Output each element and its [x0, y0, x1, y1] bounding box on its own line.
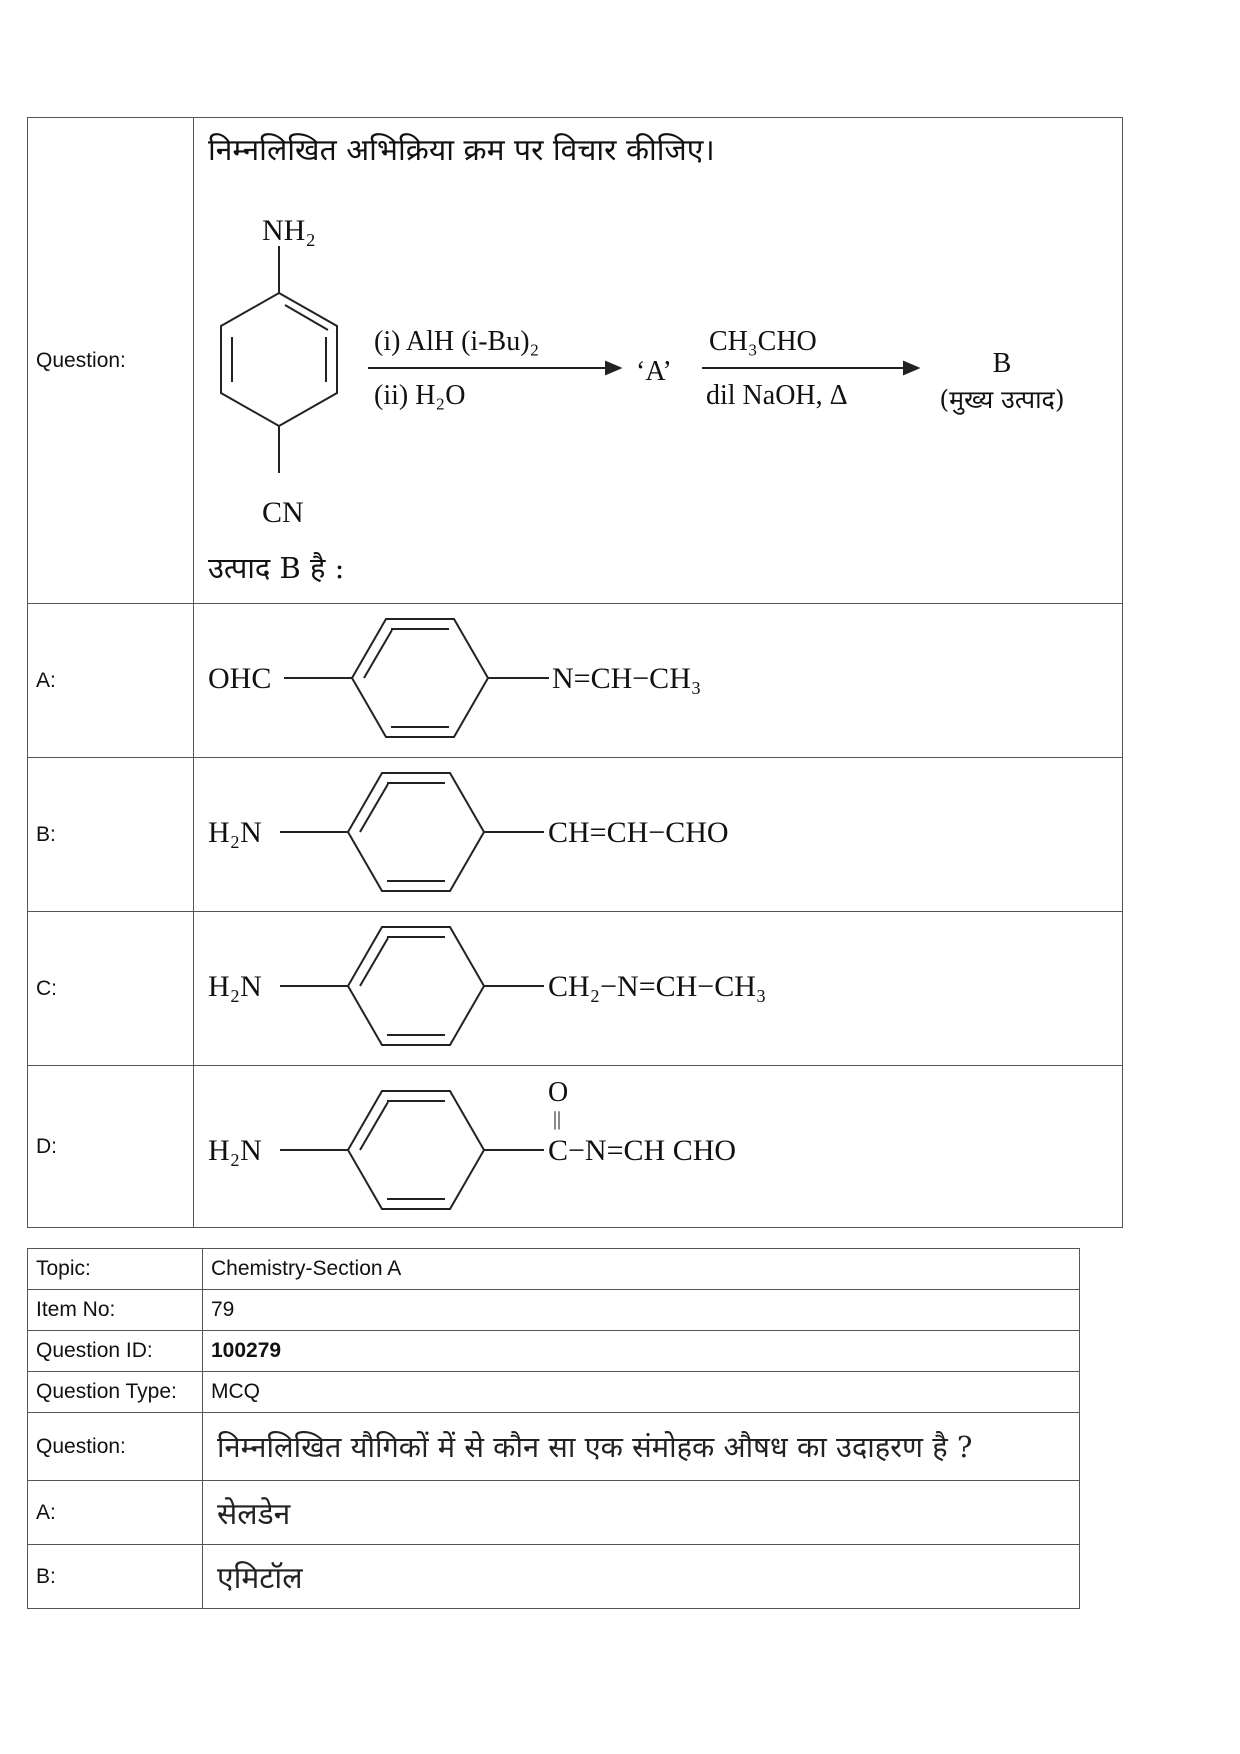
option-c-right-group: CH₂−N=CH−CH₃ — [548, 970, 767, 1003]
question-type-label: Question Type: — [28, 1372, 203, 1413]
question-2-option-a-row — [28, 1481, 1080, 1545]
option-d-right-group: C−N=CH CHO — [548, 1134, 737, 1167]
question-table-2 — [27, 1248, 1080, 1609]
question-2-text: निम्नलिखित यौगिकों में से कौन सा एक संमोहक औषध का उदाहरण है ? — [203, 1413, 1080, 1481]
reagent-step-i: (i) AlH (i-Bu)₂ — [374, 326, 540, 357]
reagent-acetaldehyde: CH₃CHO — [709, 326, 817, 357]
question-label: Question: — [28, 118, 194, 604]
item-no-label: Item No: — [28, 1290, 203, 1331]
arrow-2-head — [904, 362, 918, 374]
option-c-cell — [194, 912, 1123, 1066]
question-2-row — [28, 1413, 1080, 1481]
option-b-cell — [194, 758, 1123, 912]
product-b: B — [992, 348, 1012, 379]
intermediate-a: ‘A’ — [636, 356, 672, 387]
option-b-structure — [194, 758, 1122, 906]
option-d-structure — [194, 1066, 1122, 1222]
ring-inner-bond — [364, 630, 392, 678]
option-c-left-group: H₂N — [208, 970, 262, 1003]
ring-inner-bond — [360, 1102, 388, 1150]
cyano-group-label: CN — [262, 496, 304, 529]
product-note: (मुख्य उत्पाद) — [939, 385, 1065, 414]
question-id-label: Question ID: — [28, 1331, 203, 1372]
benzene-ring — [348, 927, 484, 1045]
meta-row-question-id — [28, 1331, 1080, 1372]
carbonyl-oxygen: O — [548, 1077, 569, 1108]
question-cell — [194, 118, 1123, 604]
amino-group-label: NH₂ — [262, 214, 316, 247]
option-d-cell — [194, 1066, 1123, 1228]
meta-row-topic — [28, 1249, 1080, 1290]
reagent-step-ii: (ii) H₂O — [374, 380, 466, 411]
question-id-value: 100279 — [203, 1331, 1080, 1372]
option-c-label: C: — [28, 912, 194, 1066]
question-table-1 — [27, 117, 1123, 1228]
option-c-structure — [194, 912, 1122, 1060]
topic-label: Topic: — [28, 1249, 203, 1290]
question-2-option-a-label: A: — [28, 1481, 203, 1545]
ring-inner-bond — [360, 784, 388, 832]
reagent-naoh: dil NaOH, Δ — [706, 380, 848, 411]
topic-value: Chemistry-Section A — [203, 1249, 1080, 1290]
benzene-ring — [348, 773, 484, 891]
meta-row-item-no — [28, 1290, 1080, 1331]
option-a-left-group: OHC — [208, 662, 272, 695]
question-type-value: MCQ — [203, 1372, 1080, 1413]
benzene-ring — [348, 1091, 484, 1209]
question-2-option-b-text: एमिटॉल — [203, 1545, 1080, 1609]
meta-row-question-type — [28, 1372, 1080, 1413]
question-2-option-a-text: सेलडेन — [203, 1481, 1080, 1545]
question-2-option-b-label: B: — [28, 1545, 203, 1609]
question-prompt: निम्नलिखित अभिक्रिया क्रम पर विचार कीजिए। — [208, 133, 715, 168]
ring-inner-bond — [360, 938, 388, 986]
reaction-scheme — [194, 118, 1122, 598]
option-a-label: A: — [28, 604, 194, 758]
option-d-left-group: H₂N — [208, 1134, 262, 1167]
option-a-right-group: N=CH−CH₃ — [552, 662, 702, 695]
benzene-ring — [352, 619, 488, 737]
option-d-label: D: — [28, 1066, 194, 1228]
question-ask: उत्पाद B है : — [208, 551, 345, 585]
benzene-ring — [221, 293, 337, 426]
item-no-value: 79 — [203, 1290, 1080, 1331]
option-a-cell — [194, 604, 1123, 758]
question-2-option-b-row — [28, 1545, 1080, 1609]
question-2-label: Question: — [28, 1413, 203, 1481]
carbonyl-double-bond: || — [553, 1108, 562, 1130]
option-b-left-group: H₂N — [208, 816, 262, 849]
arrow-1-head — [606, 362, 620, 374]
option-a-structure — [194, 604, 1122, 752]
option-b-right-group: CH=CH−CHO — [548, 816, 729, 849]
option-b-label: B: — [28, 758, 194, 912]
